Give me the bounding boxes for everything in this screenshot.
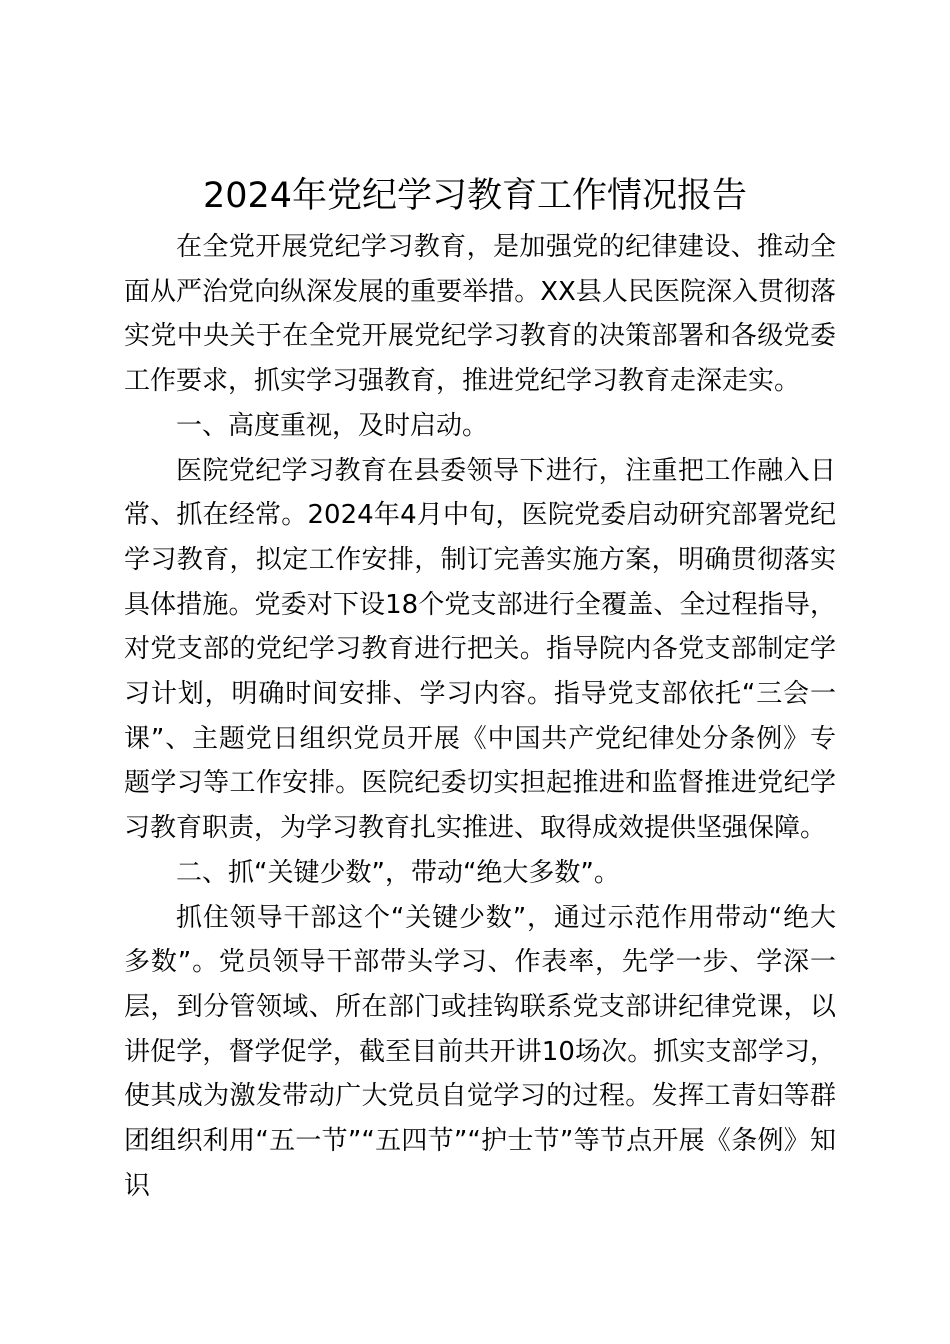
section-heading-1: 一、高度重视，及时启动。: [176, 410, 489, 441]
paragraph-section-2: 抓住领导干部这个“关键少数”，通过示范作用带动“绝大多数”。党员领导干部带头学习、作表率，先学一步、学深一层，到分管领域、所在部门或挂钩联系党支部讲纪律党课，以讲促学，督学促学，截至目前共开讲10场次。抓实支部学习，使其成为激发带动广大党员自觉学习的过程。发挥工青妇等群团组织利用“五一节”“五四节”“护士节”等节点开展《条例》知识: [124, 902, 836, 1201]
section-heading-2: 二、抓“关键少数”，带动“绝大多数”。: [176, 857, 620, 888]
paragraph-intro: 在全党开展党纪学习教育，是加强党的纪律建设、推动全面从严治党向纵深发展的重要举措。XX县人民医院深入贯彻落实党中央关于在全党开展党纪学习教育的决策部署和各级党委工作要求，抓实学习强教育，推进党纪学习教育走深走实。: [124, 232, 836, 397]
paragraph-section-1: 医院党纪学习教育在县委领导下进行，注重把工作融入日常、抓在经常。2024年4月中旬，医院党委启动研究部署党纪学习教育，拟定工作安排，制订完善实施方案，明确贯彻落实具体措施。党委对下设18个党支部进行全覆盖、全过程指导，对党支部的党纪学习教育进行把关。指导院内各党支部制定学习计划，明确时间安排、学习内容。指导党支部依托“三会一课”、主题党日组织党员开展《中国共产党纪律处分条例》专题学习等工作安排。医院纪委切实担起推进和监督推进党纪学习教育职责，为学习教育扎实推进、取得成效提供坚强保障。: [124, 455, 836, 844]
document-title: 2024年党纪学习教育工作情况报告: [202, 176, 748, 216]
document-body: [124, 225, 836, 1208]
